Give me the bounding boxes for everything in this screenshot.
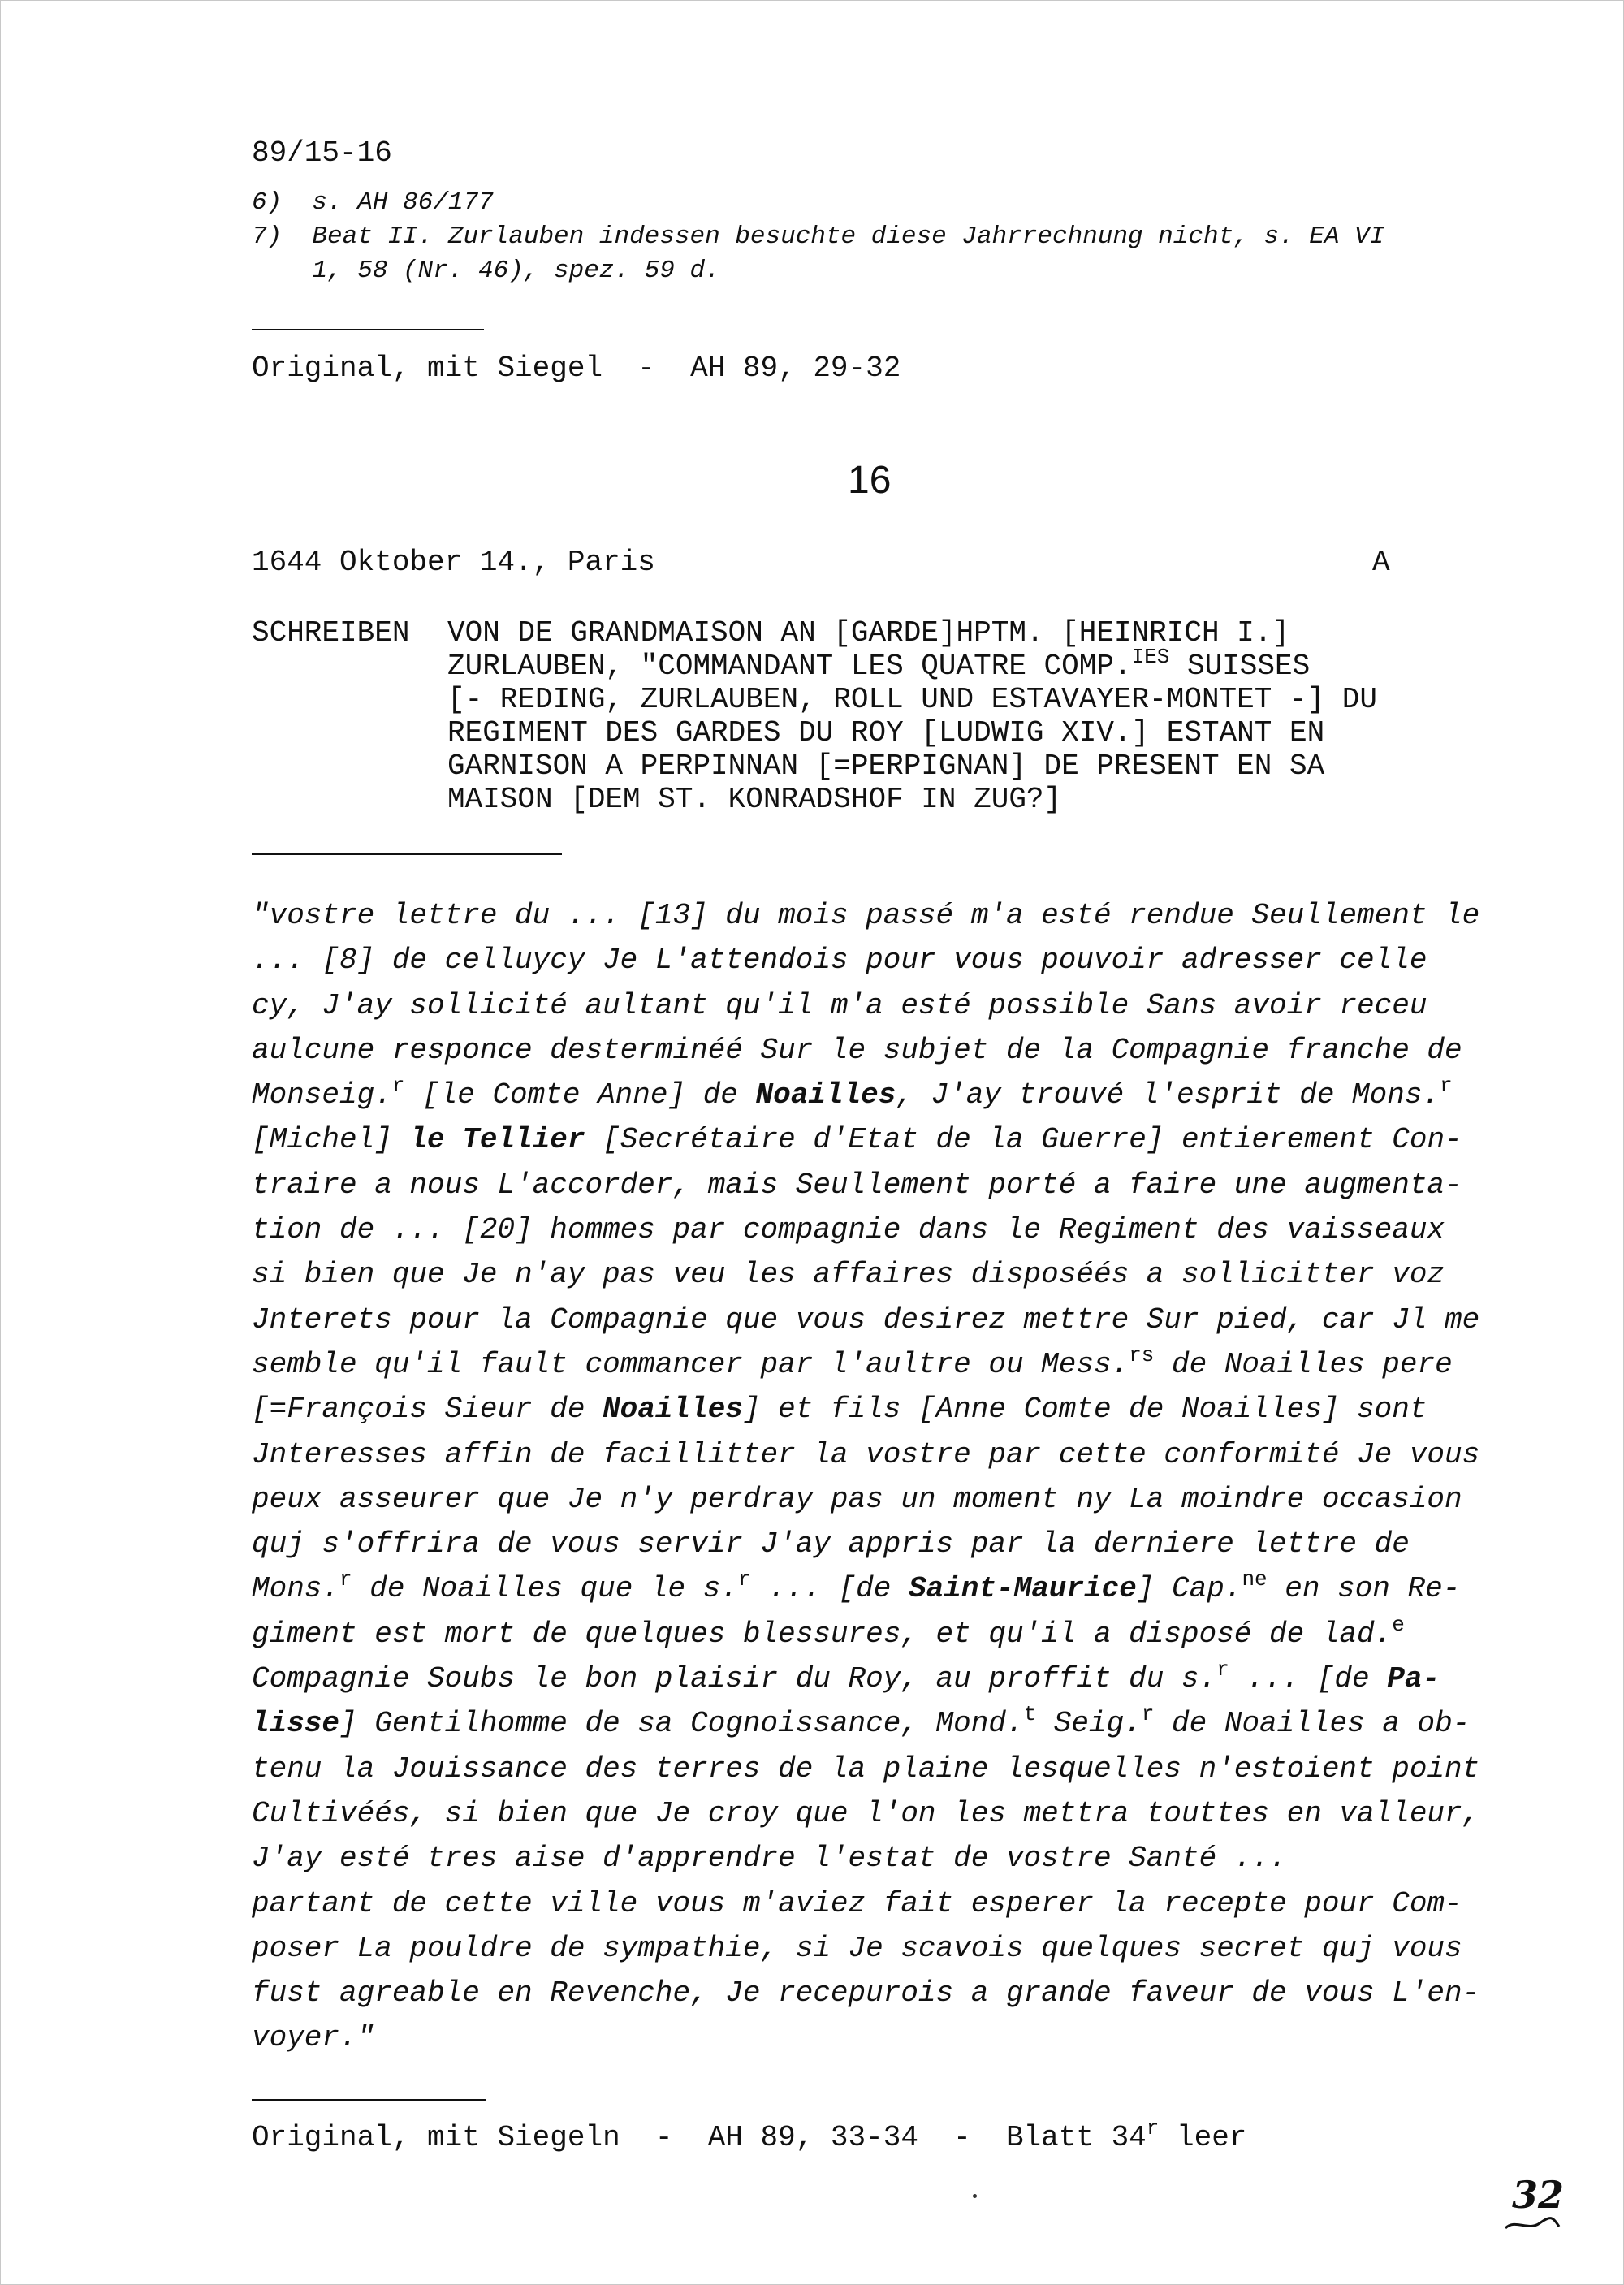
body-line: Jnteresses affin de facillitter la vostre par cette conformité Je vous [252, 1437, 1480, 1471]
body-line: semble qu'il fault commancer par l'aultre ou Mess.$^{rs}$ de Noailles pere [252, 1342, 1453, 1381]
page-number: 32 [1512, 2173, 1564, 2217]
footnote-7-continued: 1, 58 (Nr. 46), spez. 59 d. [252, 257, 720, 285]
body-line: Cultivéés, si bien que Je croy que l'on les mettra touttes en valleur, [252, 1796, 1480, 1830]
pen-stroke-icon [1504, 2214, 1561, 2233]
header-reference: 89/15-16 [252, 136, 392, 170]
body-line: Jnterets pour la Compagnie que vous desirez mettre Sur pied, car Jl me [252, 1302, 1480, 1337]
date-place: 1644 Oktober 14., Paris [252, 546, 655, 579]
body-line: ... [8] de celluycy Je L'attendois pour vous pouvoir adresser celle [252, 944, 1427, 978]
body-line: giment est mort de quelques blessures, et qu'il a disposé de lad.$^e$ [252, 1612, 1405, 1651]
body-line: Compagnie Soubs le bon plaisir du Roy, au proffit du s.$^r$ ... [de Pa- [252, 1657, 1440, 1696]
body-line: fust agreable en Revenche, Je recepurois a grande faveur de vous L'en- [252, 1976, 1480, 2011]
document-number: 16 [848, 459, 892, 502]
body-line: voyer." [252, 2021, 375, 2055]
body-line: peux asseurer que Je n'y perdray pas un moment ny La moindre occasion [252, 1482, 1462, 1516]
footnote-7: 7) Beat II. Zurlauben indessen besuchte diese Jahrrechnung nicht, s. EA VI [252, 222, 1385, 251]
title-line: GARNISON A PERPINNAN [=PERPIGNAN] DE PRESENT EN SA [447, 749, 1325, 783]
divider-rule [252, 2099, 486, 2101]
body-line: cy, J'ay sollicité aultant qu'il m'a esté possible Sans avoir receu [252, 988, 1427, 1022]
title-lead: SCHREIBEN [252, 616, 410, 650]
source-note-previous: Original, mit Siegel - AH 89, 29-32 [252, 352, 901, 385]
ink-dot [973, 2194, 977, 2198]
letter-body [252, 893, 1518, 2061]
body-line: J'ay esté tres aise d'apprendre l'estat de vostre Santé ... [252, 1842, 1287, 1876]
body-line: Mons.$^r$ de Noailles que le s.$^r$ ... [de Saint-Maurice] Cap.$^{ne}$ en son Re- [252, 1567, 1461, 1606]
footnote-6: 6) s. AH 86/177 [252, 188, 494, 217]
body-line: lisse] Gentilhomme de sa Cognoissance, Mond.$^t$ Seig.$^r$ de Noailles a ob- [252, 1702, 1471, 1741]
title-line: REGIMENT DES GARDES DU ROY [LUDWIG XIV.] ESTANT EN [447, 716, 1325, 749]
body-line: Monseig.$^r$ [le Comte Anne] de Noailles, J'ay trouvé l'esprit de Mons.$^r$ [252, 1073, 1453, 1112]
body-line: [=François Sieur de Noailles] et fils [Anne Comte de Noailles] sont [252, 1393, 1427, 1427]
title-line: ZURLAUBEN, "COMMANDANT LES QUATRE COMP.$^{IES}$ SUISSES [447, 645, 1311, 683]
body-line: partant de cette ville vous m'aviez fait esperer la recepte pour Com- [252, 1886, 1462, 1920]
body-line: aulcune responce desterminéé Sur le subjet de la Compagnie franche de [252, 1033, 1462, 1067]
title-line: [- REDING, ZURLAUBEN, ROLL UND ESTAVAYER-MONTET -] DU [447, 683, 1377, 716]
body-line: poser La pouldre de sympathie, si Je scavois quelques secret quj vous [252, 1931, 1462, 1965]
document-letter: A [1372, 546, 1390, 579]
body-line: tenu la Jouissance des terres de la plaine lesquelles n'estoient point [252, 1752, 1480, 1786]
body-line: "vostre lettre du ... [13] du mois passé m'a esté rendue Seullement le [252, 899, 1480, 932]
body-line: traire a nous L'accorder, mais Seullement porté a faire une augmenta- [252, 1168, 1462, 1202]
title-line: VON DE GRANDMAISON AN [GARDE]HPTM. [HEINRICH I.] [447, 616, 1289, 650]
body-line: [Michel] le Tellier [Secrétaire d'Etat de la Guerre] entierement Con- [252, 1123, 1462, 1157]
source-note: Original, mit Siegeln - AH 89, 33-34 - Blatt 34$^r$ leer [252, 2116, 1247, 2154]
divider-rule [252, 329, 484, 330]
divider-rule [252, 853, 562, 855]
title-line: MAISON [DEM ST. KONRADSHOF IN ZUG?] [447, 783, 1062, 816]
body-line: si bien que Je n'ay pas veu les affaires disposéés a sollicitter voz [252, 1258, 1445, 1292]
body-line: tion de ... [20] hommes par compagnie dans le Regiment des vaisseaux [252, 1213, 1445, 1247]
body-line: quj s'offrira de vous servir J'ay appris par la derniere lettre de [252, 1527, 1410, 1561]
